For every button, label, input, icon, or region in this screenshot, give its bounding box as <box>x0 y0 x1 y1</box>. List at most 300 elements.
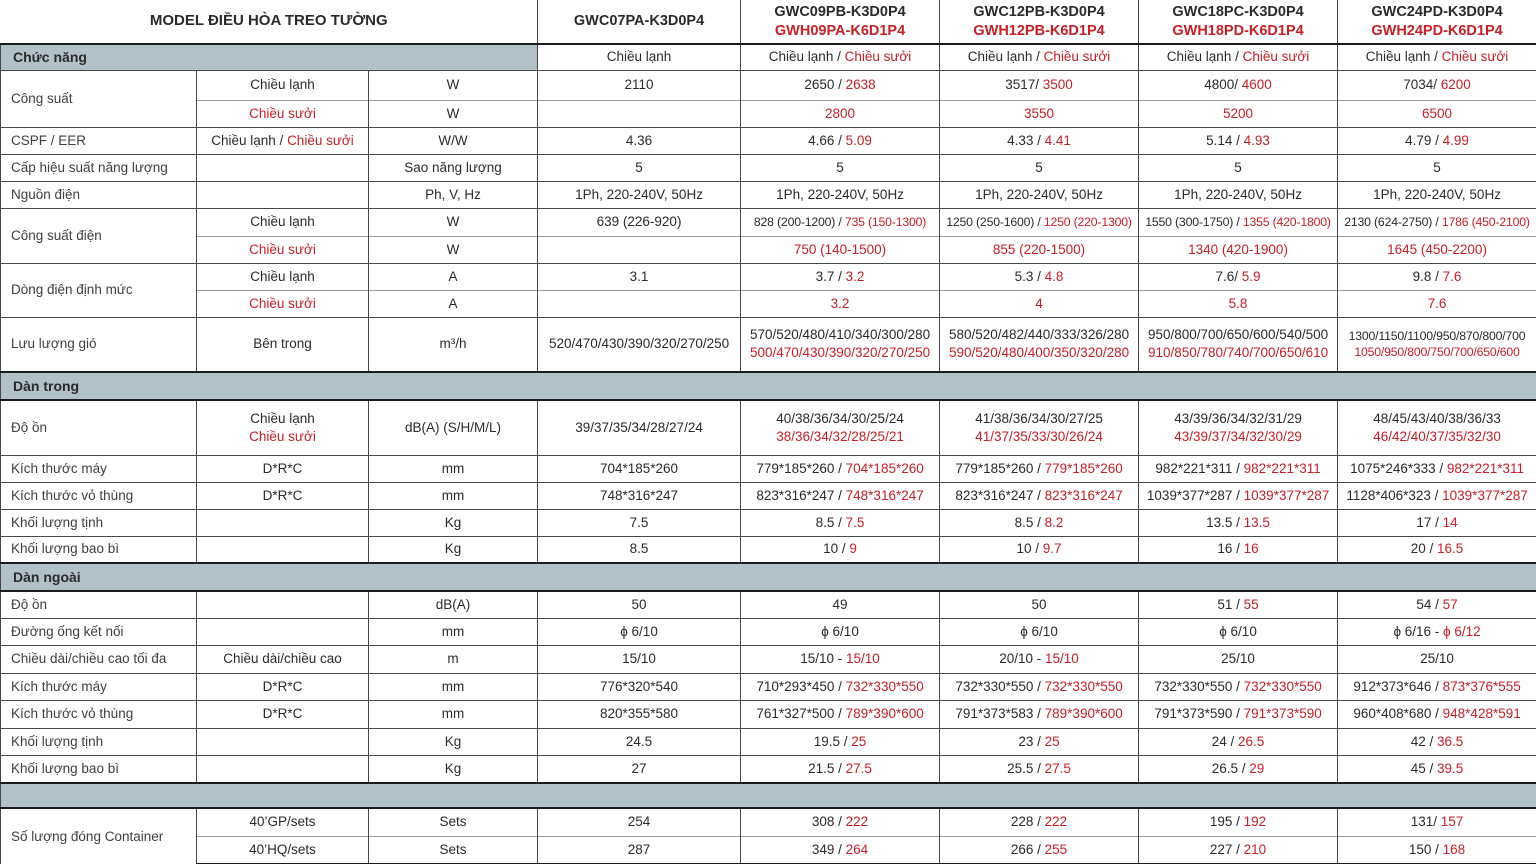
text-segment: 820*355*580 <box>599 706 679 722</box>
text-segment: Kích thước máy <box>11 460 107 476</box>
text-segment: 732*330*550 <box>1044 678 1123 694</box>
spec-value <box>741 290 940 317</box>
spacer-band <box>1 783 1536 808</box>
text-segment: 25 <box>851 733 867 749</box>
text-segment: 4.36 <box>625 132 653 148</box>
spec-value <box>940 263 1139 290</box>
text-segment: 13.5 / <box>1206 514 1244 530</box>
spec-value <box>940 127 1139 154</box>
spec-value <box>1338 700 1536 728</box>
text-segment: 16 / <box>1217 541 1244 557</box>
text-segment: Chiều lạnh <box>250 268 315 284</box>
spec-value <box>1139 154 1338 181</box>
spec-label <box>1 400 197 455</box>
spec-sublabel <box>197 70 369 100</box>
table-row <box>1 591 1536 618</box>
text-segment: 254 <box>627 814 651 830</box>
spec-value <box>538 455 741 482</box>
text-segment: 789*390*600 <box>1044 706 1123 722</box>
spec-value <box>741 645 940 673</box>
text-segment: 255 <box>1044 841 1068 857</box>
spec-value <box>1139 645 1338 673</box>
text-segment: Lưu lượng gió <box>11 336 97 352</box>
text-segment: 823*316*247 / <box>756 487 846 503</box>
spec-value <box>1338 673 1536 700</box>
spec-value <box>741 44 940 70</box>
text-segment: Độ ồn <box>11 419 48 435</box>
text-segment: 15/10 - <box>800 651 847 667</box>
text-segment: 15/10 <box>846 651 880 667</box>
spec-sublabel <box>197 700 369 728</box>
spec-value <box>940 44 1139 70</box>
spec-value <box>1139 127 1338 154</box>
text-segment: 5.8 <box>1228 295 1248 311</box>
text-segment: 1Ph, 220-240V, 50Hz <box>575 186 703 202</box>
text-segment: 50 <box>1031 596 1047 612</box>
text-segment: mm <box>441 623 465 639</box>
spec-value <box>1139 317 1338 372</box>
text-segment: 2800 <box>825 105 856 121</box>
table-row <box>1 236 1536 263</box>
spec-label <box>1 618 197 645</box>
spec-value <box>1338 645 1536 673</box>
text-segment: 732*330*550 / <box>1154 678 1244 694</box>
spec-value <box>741 808 940 836</box>
spec-label <box>1 181 197 208</box>
text-segment: 5.9 <box>1241 268 1261 284</box>
spec-value <box>741 317 940 372</box>
spec-unit <box>369 673 538 700</box>
spec-value <box>741 728 940 755</box>
spec-label <box>1 154 197 181</box>
spec-value <box>1139 181 1338 208</box>
spec-label <box>1 455 197 482</box>
text-segment: 5 <box>1035 159 1043 175</box>
table-row <box>1 755 1536 783</box>
spec-value <box>1139 44 1338 70</box>
text-segment: Chiều sưởi <box>1242 49 1310 65</box>
text-segment: Độ ồn <box>11 596 48 612</box>
spec-unit <box>369 482 538 509</box>
text-segment: 45 / <box>1410 760 1438 776</box>
spec-value <box>741 755 940 783</box>
text-segment: 39.5 <box>1437 760 1464 776</box>
text-segment: GWC24PD-K3D0P4 <box>1371 4 1503 21</box>
spec-value <box>940 317 1139 372</box>
spec-value <box>741 836 940 864</box>
text-segment: GWC12PB-K3D0P4 <box>973 4 1105 21</box>
text-segment: 54 / <box>1416 596 1443 612</box>
spec-value <box>1338 44 1536 70</box>
text-segment: 1Ph, 220-240V, 50Hz <box>776 186 904 202</box>
text-segment: 2650 / <box>804 77 846 93</box>
text-segment: 4.8 <box>1044 268 1064 284</box>
text-segment: 36.5 <box>1437 733 1464 749</box>
text-segment: 195 / <box>1209 814 1244 830</box>
spec-value <box>741 700 940 728</box>
spec-value <box>538 591 741 618</box>
spec-value <box>940 728 1139 755</box>
text-segment: 3.1 <box>629 268 649 284</box>
spec-value <box>741 208 940 236</box>
text-segment: 43/39/37/34/32/30/29 <box>1174 428 1302 444</box>
text-segment: 779*185*260 <box>1044 460 1123 476</box>
spec-value <box>1338 618 1536 645</box>
text-segment: m <box>447 651 459 667</box>
text-segment: 13.5 <box>1243 514 1270 530</box>
table-row <box>1 645 1536 673</box>
spec-label <box>1 70 197 127</box>
text-segment: 590/520/480/400/350/320/280 <box>948 345 1130 361</box>
spec-value <box>940 509 1139 536</box>
text-segment: 9.7 <box>1042 541 1062 557</box>
spec-label <box>1 728 197 755</box>
text-segment: Dàn ngoài <box>13 568 81 585</box>
spec-unit <box>369 100 538 127</box>
text-segment: 4.41 <box>1044 132 1071 148</box>
spec-sublabel <box>197 536 369 563</box>
spec-sublabel <box>197 755 369 783</box>
text-segment: 287 <box>627 841 651 857</box>
text-segment: Chiều lạnh / <box>768 49 845 65</box>
text-segment: 157 <box>1440 814 1464 830</box>
text-segment: GWC18PC-K3D0P4 <box>1172 4 1304 21</box>
text-segment: Chiều sưởi <box>249 241 316 257</box>
spec-value <box>1338 728 1536 755</box>
spec-value <box>538 700 741 728</box>
text-segment: A <box>448 268 458 284</box>
text-segment: 5 <box>836 159 844 175</box>
text-segment: Chiều sưởi <box>844 49 912 65</box>
text-segment: Chiều lạnh / <box>211 132 288 148</box>
text-segment: W <box>446 241 460 257</box>
spec-value <box>940 154 1139 181</box>
spec-value <box>538 728 741 755</box>
text-segment: 9.8 / <box>1412 268 1443 284</box>
text-segment: 791*373*590 <box>1243 706 1322 722</box>
text-segment: 823*316*247 / <box>955 487 1045 503</box>
text-segment: 6500 <box>1422 105 1453 121</box>
spec-value <box>1338 317 1536 372</box>
text-segment: 15/10 <box>622 651 656 667</box>
text-segment: Chiều sưởi <box>249 428 316 444</box>
spec-unit <box>369 181 538 208</box>
text-segment: 8.2 <box>1044 514 1064 530</box>
text-segment: GWH09PA-K6D1P4 <box>774 22 906 39</box>
spec-value <box>538 236 741 263</box>
text-segment: 55 <box>1243 596 1259 612</box>
spec-value <box>538 836 741 864</box>
spec-sublabel <box>197 728 369 755</box>
spec-sublabel <box>197 263 369 290</box>
text-segment: Đường ống kết nối <box>11 623 124 639</box>
spec-value <box>538 154 741 181</box>
spec-value <box>1338 591 1536 618</box>
text-segment: 50 <box>631 596 647 612</box>
text-segment: A <box>448 295 458 311</box>
text-segment: Ph, V, Hz <box>425 186 481 202</box>
table-row <box>1 509 1536 536</box>
text-segment: 17 / <box>1416 514 1443 530</box>
text-segment: Khối lượng bao bì <box>11 541 119 557</box>
spec-unit <box>369 127 538 154</box>
text-segment: 264 <box>845 841 869 857</box>
spec-value <box>940 70 1139 100</box>
text-segment: 42 / <box>1410 733 1438 749</box>
text-segment: Chiều dài/chiều cao <box>223 651 342 667</box>
text-segment: Kích thước vỏ thùng <box>11 706 134 722</box>
text-segment: 823*316*247 <box>1044 487 1123 503</box>
text-segment: Kg <box>444 760 462 776</box>
text-segment: 4 <box>1035 295 1043 311</box>
text-segment: 1645 (450-2200) <box>1387 241 1487 257</box>
text-segment: Chiều lạnh <box>606 49 672 65</box>
table-row <box>1 482 1536 509</box>
text-segment: Công suất <box>11 90 73 106</box>
text-segment: 735 (150-1300) <box>844 214 927 229</box>
text-segment: 4.66 / <box>808 132 846 148</box>
text-segment: W <box>446 77 460 93</box>
text-segment: 704*185*260 <box>599 460 679 476</box>
spec-value <box>940 100 1139 127</box>
spec-value <box>940 618 1139 645</box>
text-segment: Sets <box>439 841 467 857</box>
table-row <box>1 455 1536 482</box>
text-segment: 192 <box>1243 814 1267 830</box>
section-header-dan-ngoai <box>1 563 1536 591</box>
text-segment: 26.5 / <box>1211 760 1250 776</box>
text-segment: 20/10 - <box>999 651 1046 667</box>
spec-label <box>1 509 197 536</box>
text-segment: Nguồn điện <box>11 186 81 202</box>
text-segment: 1550 (300-1750) / <box>1145 214 1243 229</box>
text-segment: 2130 (624-2750) / <box>1344 214 1442 229</box>
spec-value <box>1338 70 1536 100</box>
spec-value <box>940 208 1139 236</box>
text-segment: 4.93 <box>1243 132 1270 148</box>
spec-value <box>538 44 741 70</box>
text-segment: 15/10 <box>1045 651 1079 667</box>
text-segment: 982*221*311 <box>1243 460 1321 476</box>
spec-value <box>940 755 1139 783</box>
text-segment: 222 <box>845 814 869 830</box>
spec-sublabel <box>197 154 369 181</box>
spec-value <box>940 181 1139 208</box>
spec-label <box>1 482 197 509</box>
text-segment: 950/800/700/650/600/540/500 <box>1147 327 1329 343</box>
spec-value <box>1338 755 1536 783</box>
text-segment: 3.2 <box>830 295 850 311</box>
spec-value <box>538 673 741 700</box>
spec-label <box>1 755 197 783</box>
text-segment: W/W <box>438 132 468 148</box>
spec-value <box>538 263 741 290</box>
text-segment: Khối lượng bao bì <box>11 760 119 776</box>
spec-label <box>1 127 197 154</box>
text-segment: Chiều lạnh / <box>1365 49 1442 65</box>
text-segment: 704*185*260 <box>845 460 924 476</box>
text-segment: 46/42/40/37/35/32/30 <box>1373 428 1501 444</box>
spec-value <box>1139 208 1338 236</box>
text-segment: dB(A) <box>435 596 471 612</box>
text-segment: 5 <box>635 159 643 175</box>
spec-value <box>538 127 741 154</box>
spec-value <box>1338 181 1536 208</box>
spec-value <box>538 536 741 563</box>
spec-unit <box>369 591 538 618</box>
table-row <box>1 154 1536 181</box>
text-segment: 1050/950/800/750/700/650/600 <box>1354 345 1520 360</box>
spec-unit <box>369 808 538 836</box>
text-segment: 789*390*600 <box>845 706 924 722</box>
spec-value <box>1139 728 1338 755</box>
spec-label <box>1 536 197 563</box>
text-segment: mm <box>441 706 465 722</box>
spec-value <box>1338 808 1536 836</box>
text-segment: 43/39/36/34/32/31/29 <box>1174 410 1302 426</box>
text-segment: 1250 (220-1300) <box>1043 214 1132 229</box>
text-segment: 779*185*260 / <box>756 460 846 476</box>
spec-value <box>1338 127 1536 154</box>
spec-value <box>1139 400 1338 455</box>
text-segment: 131/ <box>1410 814 1441 830</box>
text-segment: 7.5 <box>845 514 865 530</box>
text-segment: 10 / <box>1016 541 1043 557</box>
spec-value <box>741 618 940 645</box>
text-segment: 19.5 / <box>813 733 852 749</box>
spec-value <box>940 290 1139 317</box>
text-segment: 210 <box>1243 841 1267 857</box>
text-segment: Chiều lạnh / <box>967 49 1044 65</box>
spec-value <box>741 536 940 563</box>
text-segment: 1039*377*287 <box>1243 487 1330 503</box>
text-segment: 2110 <box>624 77 654 93</box>
text-segment: 227 / <box>1209 841 1244 857</box>
spec-unit <box>369 290 538 317</box>
spec-value <box>538 181 741 208</box>
text-segment: 16.5 <box>1437 541 1464 557</box>
spec-value <box>940 836 1139 864</box>
text-segment: Bên trong <box>253 336 312 352</box>
text-segment: Số lượng đóng Container <box>11 828 164 844</box>
spec-value <box>538 100 741 127</box>
spec-value <box>1139 290 1338 317</box>
spec-value <box>1139 673 1338 700</box>
text-segment: 5.3 / <box>1014 268 1045 284</box>
text-segment: Chiều sưởi <box>1441 49 1509 65</box>
text-segment: Chức năng <box>13 49 87 66</box>
table-row <box>1 536 1536 563</box>
text-segment: 308 / <box>811 814 846 830</box>
spec-value <box>741 154 940 181</box>
text-segment: 1Ph, 220-240V, 50Hz <box>975 186 1103 202</box>
text-segment: 168 <box>1442 841 1466 857</box>
text-segment: 40/38/36/34/30/25/24 <box>776 410 904 426</box>
text-segment: 3500 <box>1042 77 1073 93</box>
spec-unit <box>369 728 538 755</box>
spec-sublabel <box>197 808 369 836</box>
spec-value <box>940 673 1139 700</box>
text-segment: ϕ 6/10 <box>1219 623 1257 639</box>
table-row <box>1 208 1536 236</box>
text-segment: 1300/1150/1100/950/870/800/700 <box>1348 329 1526 344</box>
spec-unit <box>369 455 538 482</box>
text-segment: 910/850/780/740/700/650/610 <box>1147 345 1329 361</box>
text-segment: MODEL ĐIỀU HÒA TREO TƯỜNG <box>149 12 388 30</box>
text-segment: 26.5 <box>1238 733 1265 749</box>
text-segment: 1Ph, 220-240V, 50Hz <box>1373 186 1501 202</box>
spec-value <box>1139 100 1338 127</box>
text-segment: Chiều lạnh <box>250 214 315 230</box>
spec-sublabel <box>197 127 369 154</box>
text-segment: Chiều sưởi <box>249 295 316 311</box>
text-segment: 25/10 <box>1221 651 1255 667</box>
text-segment: 3.2 <box>845 268 865 284</box>
table-row <box>1 808 1536 836</box>
text-segment: 57 <box>1442 596 1458 612</box>
text-segment: 7.5 <box>629 514 649 530</box>
spec-unit <box>369 70 538 100</box>
text-segment: 8.5 / <box>815 514 846 530</box>
text-segment: 732*330*550 <box>845 678 924 694</box>
text-segment: 40’GP/sets <box>249 814 316 830</box>
text-segment: 750 (140-1500) <box>793 241 887 257</box>
text-segment: 3.7 / <box>815 268 846 284</box>
text-segment: 8.5 <box>629 541 649 557</box>
model-column-header <box>538 0 741 44</box>
spec-value <box>1338 536 1536 563</box>
text-segment: 9 <box>849 541 857 557</box>
spec-sublabel <box>197 317 369 372</box>
text-segment: GWC07PA-K3D0P4 <box>573 13 705 30</box>
table-row <box>1 263 1536 290</box>
text-segment: W <box>446 105 460 121</box>
spec-value <box>741 181 940 208</box>
table-row <box>1 836 1536 864</box>
text-segment: 1039*377*287 <box>1442 487 1528 503</box>
text-segment: Sao năng lượng <box>404 159 502 175</box>
text-segment: Kg <box>444 733 462 749</box>
spec-value <box>538 482 741 509</box>
text-segment: Dàn trong <box>13 377 80 394</box>
text-segment: D*R*C <box>262 487 303 503</box>
text-segment: 855 (220-1500) <box>992 241 1086 257</box>
spec-value <box>1338 208 1536 236</box>
text-segment: 1786 (450-2100) <box>1441 214 1530 229</box>
text-segment: Khối lượng tịnh <box>11 514 104 530</box>
table-row <box>1 70 1536 100</box>
text-segment: 5.09 <box>845 132 872 148</box>
text-segment: 27.5 <box>1044 760 1071 776</box>
text-segment: 49 <box>832 596 848 612</box>
text-segment: 6200 <box>1440 77 1471 93</box>
spec-sublabel <box>197 618 369 645</box>
spec-value <box>538 509 741 536</box>
table-row <box>1 290 1536 317</box>
spec-unit <box>369 700 538 728</box>
text-segment: 40’HQ/sets <box>249 841 316 857</box>
text-segment: 4600 <box>1241 77 1272 93</box>
text-segment: 16 <box>1243 541 1259 557</box>
spec-value <box>538 808 741 836</box>
text-segment: 4.99 <box>1442 132 1469 148</box>
text-segment: 24.5 <box>625 733 653 749</box>
spec-value <box>940 482 1139 509</box>
spec-value <box>741 673 940 700</box>
section-header-dan-trong <box>1 372 1536 400</box>
text-segment: 27 <box>631 760 647 776</box>
spec-unit <box>369 836 538 864</box>
